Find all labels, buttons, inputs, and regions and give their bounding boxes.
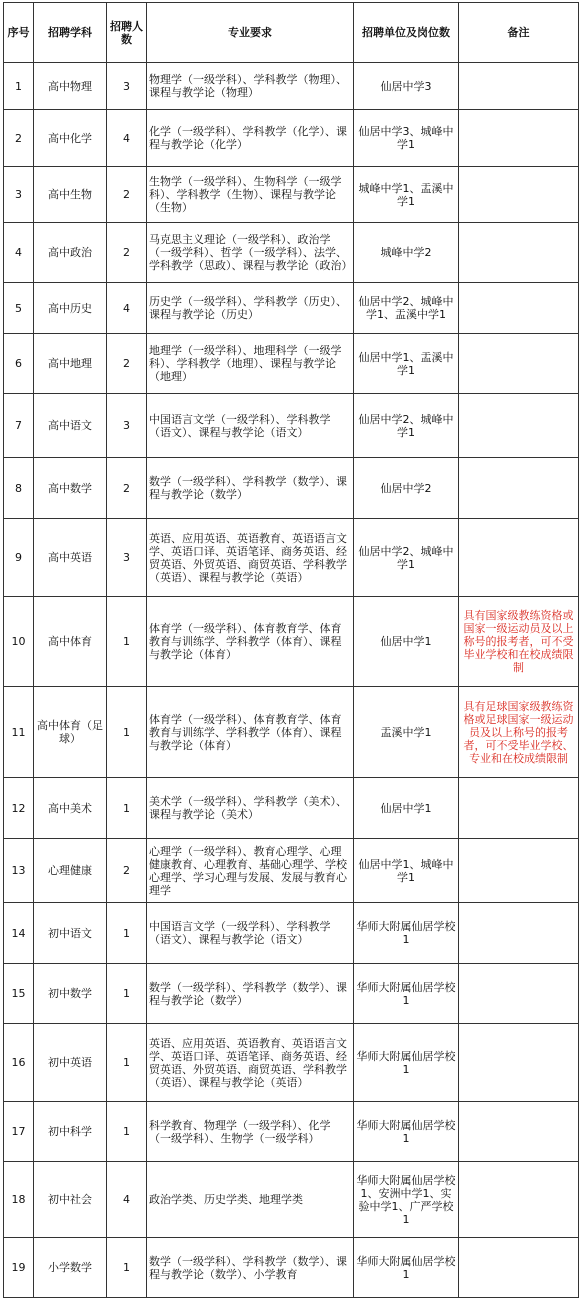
row-note	[459, 110, 579, 167]
row-count: 2	[107, 167, 147, 223]
row-unit: 仙居中学1、城峰中学1	[354, 839, 459, 903]
row-note	[459, 1102, 579, 1162]
row-note	[459, 1238, 579, 1298]
header-requirement: 专业要求	[147, 3, 354, 63]
row-no: 11	[4, 687, 34, 778]
row-requirement: 生物学（一级学科）、生物科学（一级学科）、学科教学（生物）、课程与教学论（生物）	[147, 167, 354, 223]
row-requirement: 科学教育、物理学（一级学科）、化学（一级学科）、生物学（一级学科）	[147, 1102, 354, 1162]
table-row	[4, 778, 579, 839]
row-no: 18	[4, 1162, 34, 1238]
row-no: 4	[4, 223, 34, 283]
row-count: 1	[107, 1102, 147, 1162]
row-subject: 高中生物	[34, 167, 107, 223]
row-unit: 仙居中学1	[354, 778, 459, 839]
row-unit: 仙居中学2、城峰中学1	[354, 519, 459, 597]
table-row	[4, 110, 579, 167]
row-requirement: 物理学（一级学科）、学科教学（物理）、课程与教学论（物理）	[147, 63, 354, 110]
row-subject: 初中社会	[34, 1162, 107, 1238]
row-subject: 高中数学	[34, 458, 107, 519]
row-unit: 华师大附属仙居学校1	[354, 1024, 459, 1102]
row-requirement: 地理学（一级学科）、地理科学（一级学科）、学科教学（地理）、课程与教学论（地理）	[147, 334, 354, 394]
row-count: 1	[107, 597, 147, 687]
row-unit: 城峰中学1、盂溪中学1	[354, 167, 459, 223]
row-subject: 初中英语	[34, 1024, 107, 1102]
row-no: 10	[4, 597, 34, 687]
row-note	[459, 63, 579, 110]
row-no: 5	[4, 283, 34, 334]
row-no: 13	[4, 839, 34, 903]
row-note	[459, 778, 579, 839]
table-row	[4, 63, 579, 110]
row-note	[459, 519, 579, 597]
header-unit: 招聘单位及岗位数	[354, 3, 459, 63]
row-unit: 仙居中学1、盂溪中学1	[354, 334, 459, 394]
row-note	[459, 458, 579, 519]
row-requirement: 数学（一级学科）、学科教学（数学）、课程与教学论（数学）	[147, 458, 354, 519]
row-requirement: 体育学（一级学科）、体育教育学、体育教育与训练学、学科教学（体育）、课程与教学论（体育）	[147, 687, 354, 778]
row-requirement: 历史学（一级学科）、学科教学（历史）、课程与教学论（历史）	[147, 283, 354, 334]
row-note	[459, 964, 579, 1024]
header-note: 备注	[459, 3, 579, 63]
row-note	[459, 334, 579, 394]
table-row	[4, 1238, 579, 1298]
table-row	[4, 283, 579, 334]
row-unit: 仙居中学3	[354, 63, 459, 110]
row-count: 1	[107, 687, 147, 778]
row-unit: 华师大附属仙居学校1	[354, 903, 459, 964]
row-note	[459, 394, 579, 458]
row-count: 3	[107, 519, 147, 597]
row-subject: 小学数学	[34, 1238, 107, 1298]
row-count: 1	[107, 903, 147, 964]
row-requirement: 数学（一级学科）、学科教学（数学）、课程与教学论（数学）	[147, 964, 354, 1024]
row-unit: 仙居中学2、城峰中学1	[354, 394, 459, 458]
table-row	[4, 394, 579, 458]
row-requirement: 英语、应用英语、英语教育、英语语言文学、英语口译、英语笔译、商务英语、经贸英语、外贸英语、商贸英语、学科教学（英语）、课程与教学论（英语）	[147, 519, 354, 597]
recruitment-table	[3, 2, 579, 1298]
row-subject: 高中英语	[34, 519, 107, 597]
row-no: 2	[4, 110, 34, 167]
header-count: 招聘人数	[107, 3, 147, 63]
table-row	[4, 458, 579, 519]
row-no: 15	[4, 964, 34, 1024]
row-requirement: 中国语言文学（一级学科）、学科教学（语文）、课程与教学论（语文）	[147, 394, 354, 458]
row-count: 2	[107, 334, 147, 394]
row-requirement: 化学（一级学科）、学科教学（化学）、课程与教学论（化学）	[147, 110, 354, 167]
row-count: 1	[107, 1238, 147, 1298]
row-no: 16	[4, 1024, 34, 1102]
row-subject: 高中美术	[34, 778, 107, 839]
row-subject: 初中语文	[34, 903, 107, 964]
row-subject: 高中政治	[34, 223, 107, 283]
table-row	[4, 1102, 579, 1162]
table-row	[4, 687, 579, 778]
row-unit: 盂溪中学1	[354, 687, 459, 778]
row-no: 1	[4, 63, 34, 110]
table-row	[4, 839, 579, 903]
row-count: 1	[107, 778, 147, 839]
row-count: 4	[107, 1162, 147, 1238]
row-note: 具有国家级教练资格或国家一级运动员及以上称号的报考者，可不受毕业学校和在校成绩限制	[459, 597, 579, 687]
row-no: 12	[4, 778, 34, 839]
table-row	[4, 1024, 579, 1102]
row-count: 4	[107, 283, 147, 334]
row-subject: 高中物理	[34, 63, 107, 110]
row-count: 1	[107, 964, 147, 1024]
row-no: 7	[4, 394, 34, 458]
row-subject: 初中数学	[34, 964, 107, 1024]
row-requirement: 美术学（一级学科）、学科教学（美术）、课程与教学论（美术）	[147, 778, 354, 839]
row-no: 3	[4, 167, 34, 223]
row-count: 3	[107, 394, 147, 458]
header-row	[4, 3, 579, 63]
row-note	[459, 1024, 579, 1102]
row-no: 14	[4, 903, 34, 964]
row-count: 1	[107, 1024, 147, 1102]
row-subject: 高中语文	[34, 394, 107, 458]
row-requirement: 英语、应用英语、英语教育、英语语言文学、英语口译、英语笔译、商务英语、经贸英语、外贸英语、商贸英语、学科教学（英语）、课程与教学论（英语）	[147, 1024, 354, 1102]
row-note	[459, 167, 579, 223]
row-subject: 高中体育	[34, 597, 107, 687]
table-row	[4, 334, 579, 394]
row-requirement: 数学（一级学科）、学科教学（数学）、课程与教学论（数学）、小学教育	[147, 1238, 354, 1298]
table-row	[4, 903, 579, 964]
row-no: 9	[4, 519, 34, 597]
row-count: 2	[107, 839, 147, 903]
table-row	[4, 519, 579, 597]
row-count: 2	[107, 458, 147, 519]
row-requirement: 体育学（一级学科）、体育教育学、体育教育与训练学、学科教学（体育）、课程与教学论（体育）	[147, 597, 354, 687]
table-row	[4, 964, 579, 1024]
row-no: 8	[4, 458, 34, 519]
row-requirement: 心理学（一级学科）、教育心理学、心理健康教育、心理教育、基础心理学、学校心理学、学习心理与发展、发展与教育心理学	[147, 839, 354, 903]
row-subject: 高中地理	[34, 334, 107, 394]
table-row	[4, 167, 579, 223]
row-unit: 仙居中学1	[354, 597, 459, 687]
row-requirement: 政治学类、历史学类、地理学类	[147, 1162, 354, 1238]
row-note	[459, 283, 579, 334]
row-subject: 高中历史	[34, 283, 107, 334]
table-row	[4, 223, 579, 283]
row-unit: 仙居中学2、城峰中学1、盂溪中学1	[354, 283, 459, 334]
row-unit: 华师大附属仙居学校1、安洲中学1、实验中学1、广严学校1	[354, 1162, 459, 1238]
table-row	[4, 1162, 579, 1238]
row-count: 4	[107, 110, 147, 167]
row-note: 具有足球国家级教练资格或足球国家一级运动员及以上称号的报考者，可不受毕业学校、专业和在校成绩限制	[459, 687, 579, 778]
row-subject: 高中化学	[34, 110, 107, 167]
row-unit: 华师大附属仙居学校1	[354, 964, 459, 1024]
row-subject: 初中科学	[34, 1102, 107, 1162]
row-no: 19	[4, 1238, 34, 1298]
header-no: 序号	[4, 3, 34, 63]
row-unit: 城峰中学2	[354, 223, 459, 283]
row-count: 3	[107, 63, 147, 110]
row-subject: 高中体育（足球）	[34, 687, 107, 778]
row-no: 6	[4, 334, 34, 394]
row-unit: 华师大附属仙居学校1	[354, 1102, 459, 1162]
row-count: 2	[107, 223, 147, 283]
row-unit: 仙居中学2	[354, 458, 459, 519]
row-requirement: 中国语言文学（一级学科）、学科教学（语文）、课程与教学论（语文）	[147, 903, 354, 964]
row-no: 17	[4, 1102, 34, 1162]
row-requirement: 马克思主义理论（一级学科）、政治学（一级学科）、哲学（一级学科）、法学、学科教学（思政）、课程与教学论（政治）	[147, 223, 354, 283]
row-note	[459, 839, 579, 903]
row-note	[459, 1162, 579, 1238]
row-unit: 仙居中学3、城峰中学1	[354, 110, 459, 167]
row-note	[459, 223, 579, 283]
header-subject: 招聘学科	[34, 3, 107, 63]
table-row	[4, 597, 579, 687]
row-note	[459, 903, 579, 964]
row-unit: 华师大附属仙居学校1	[354, 1238, 459, 1298]
row-subject: 心理健康	[34, 839, 107, 903]
